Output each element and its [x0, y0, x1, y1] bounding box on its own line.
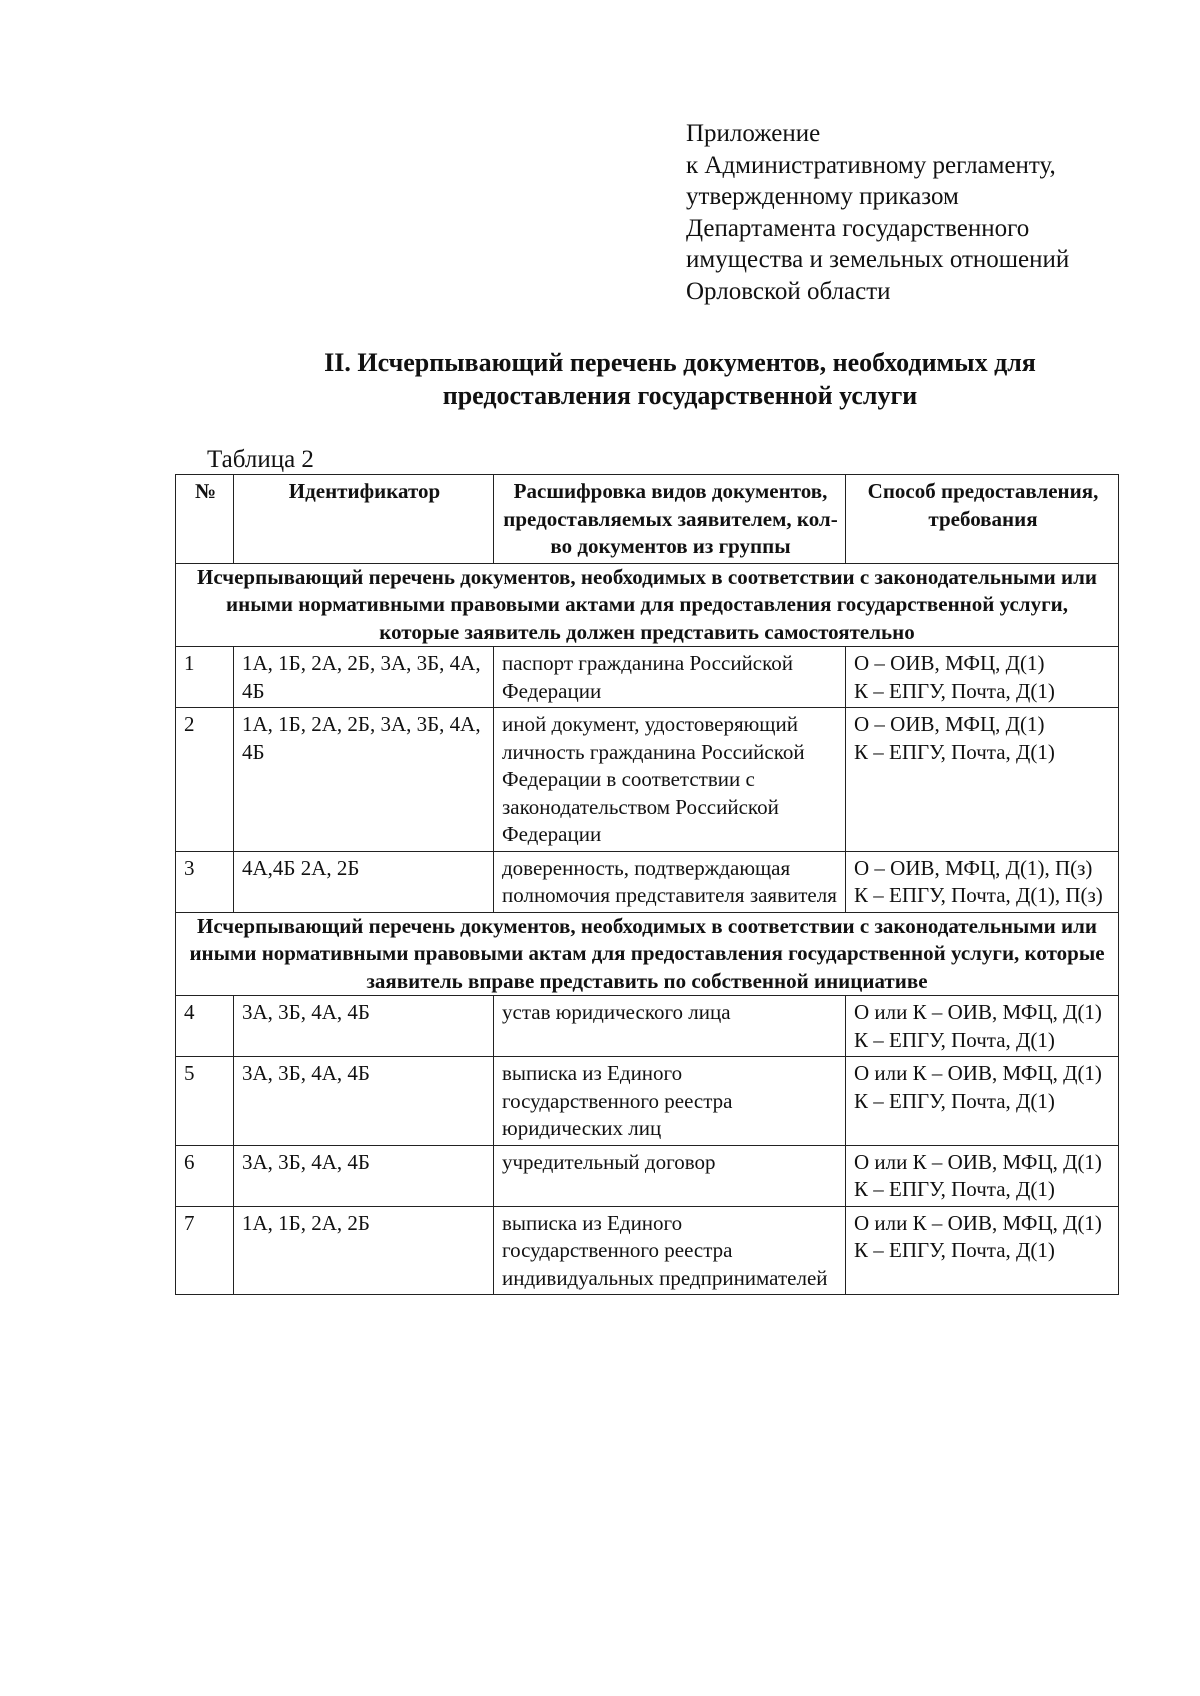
section-title — [230, 346, 1130, 412]
appendix-line: Приложение — [686, 120, 821, 147]
table-row — [176, 1057, 1119, 1146]
row-method — [846, 647, 1119, 708]
row-identifier: 1А, 1Б, 2А, 2Б — [234, 1206, 494, 1295]
row-method — [846, 1145, 1119, 1206]
method-line: О или К – ОИВ, МФЦ, Д(1) — [854, 1061, 1102, 1085]
row-num: 4 — [176, 996, 234, 1057]
appendix-line: имущества и земельных отношений — [686, 246, 1070, 273]
section-title-line: предоставления государственной услуги — [442, 381, 918, 410]
table-row — [176, 851, 1119, 912]
method-line: К – ЕПГУ, Почта, Д(1) — [854, 739, 1055, 764]
appendix-block — [686, 118, 1069, 307]
row-identifier: 3А, 3Б, 4А, 4Б — [234, 1145, 494, 1206]
method-line: К – ЕПГУ, Почта, Д(1) — [854, 1027, 1055, 1052]
appendix-line: Орловской области — [686, 277, 891, 305]
method-line: О или К – ОИВ, МФЦ, Д(1) — [854, 1149, 1102, 1174]
group-heading-mandatory: Исчерпывающий перечень документов, необходимых в соответствии с законодательными или иными нормативными правовыми актами для предоставления государственной услуги, которые заявитель должен представить самостоятельно — [176, 563, 1119, 647]
row-description: устав юридического лица — [494, 996, 846, 1057]
row-description: иной документ, удостоверяющий личность гражданина Российской Федерации в соответствии с законодательством Российской Федерации — [494, 708, 846, 852]
header-identifier: Идентификатор — [234, 475, 494, 564]
row-description: паспорт гражданина Российской Федерации — [494, 647, 846, 708]
documents-table — [175, 474, 1119, 1295]
method-line: К – ЕПГУ, Почта, Д(1), П(з) — [854, 883, 1103, 907]
method-line: О – ОИВ, МФЦ, Д(1) — [854, 712, 1045, 736]
method-line: О – ОИВ, МФЦ, Д(1), П(з) — [854, 855, 1093, 880]
row-method — [846, 851, 1119, 912]
group-row — [176, 563, 1119, 647]
table-row — [176, 1206, 1119, 1295]
method-line: О или К – ОИВ, МФЦ, Д(1) — [854, 1210, 1102, 1235]
method-line: К – ЕПГУ, Почта, Д(1) — [854, 1177, 1055, 1201]
row-description: доверенность, подтверждающая полномочия представителя заявителя — [494, 851, 846, 912]
row-identifier: 3А, 3Б, 4А, 4Б — [234, 1057, 494, 1146]
row-description: выписка из Единого государственного реестра индивидуальных предпринимателей — [494, 1206, 846, 1295]
table-row — [176, 708, 1119, 852]
appendix-line: утвержденному приказом — [686, 183, 959, 210]
row-identifier: 4А,4Б 2А, 2Б — [234, 851, 494, 912]
row-method — [846, 996, 1119, 1057]
row-num: 5 — [176, 1057, 234, 1146]
row-num: 6 — [176, 1145, 234, 1206]
row-description: выписка из Единого государственного реестра юридических лиц — [494, 1057, 846, 1146]
row-identifier: 1А, 1Б, 2А, 2Б, 3А, 3Б, 4А, 4Б — [234, 647, 494, 708]
table-caption: Таблица 2 — [207, 446, 314, 473]
row-identifier: 1А, 1Б, 2А, 2Б, 3А, 3Б, 4А, 4Б — [234, 708, 494, 852]
header-num: № — [176, 475, 234, 564]
row-num: 3 — [176, 851, 234, 912]
table-row — [176, 647, 1119, 708]
appendix-line: Департамента государственного — [686, 214, 1030, 242]
row-method — [846, 708, 1119, 852]
row-num: 1 — [176, 647, 234, 708]
group-row — [176, 912, 1119, 996]
row-method — [846, 1206, 1119, 1295]
row-num: 2 — [176, 708, 234, 852]
method-line: К – ЕПГУ, Почта, Д(1) — [854, 1238, 1055, 1262]
row-description: учредительный договор — [494, 1145, 846, 1206]
header-method: Способ предоставления, требования — [846, 475, 1119, 564]
table-row — [176, 996, 1119, 1057]
header-description: Расшифровка видов документов, предоставляемых заявителем, кол-во документов из группы — [494, 475, 846, 564]
method-line: О или К – ОИВ, МФЦ, Д(1) — [854, 1000, 1102, 1024]
section-title-line: II. Исчерпывающий перечень документов, необходимых для — [324, 348, 1036, 377]
row-num: 7 — [176, 1206, 234, 1295]
appendix-line: к Административному регламенту, — [686, 151, 1056, 179]
method-line: К – ЕПГУ, Почта, Д(1) — [854, 1088, 1055, 1113]
row-method — [846, 1057, 1119, 1146]
table-row — [176, 1145, 1119, 1206]
row-identifier: 3А, 3Б, 4А, 4Б — [234, 996, 494, 1057]
table-header-row — [176, 475, 1119, 564]
group-heading-optional: Исчерпывающий перечень документов, необходимых в соответствии с законодательными или иными нормативными правовыми актам для предоставления государственной услуги, которые заявитель вправе представить по собственной инициативе — [176, 912, 1119, 996]
method-line: К – ЕПГУ, Почта, Д(1) — [854, 678, 1055, 703]
method-line: О – ОИВ, МФЦ, Д(1) — [854, 651, 1045, 675]
